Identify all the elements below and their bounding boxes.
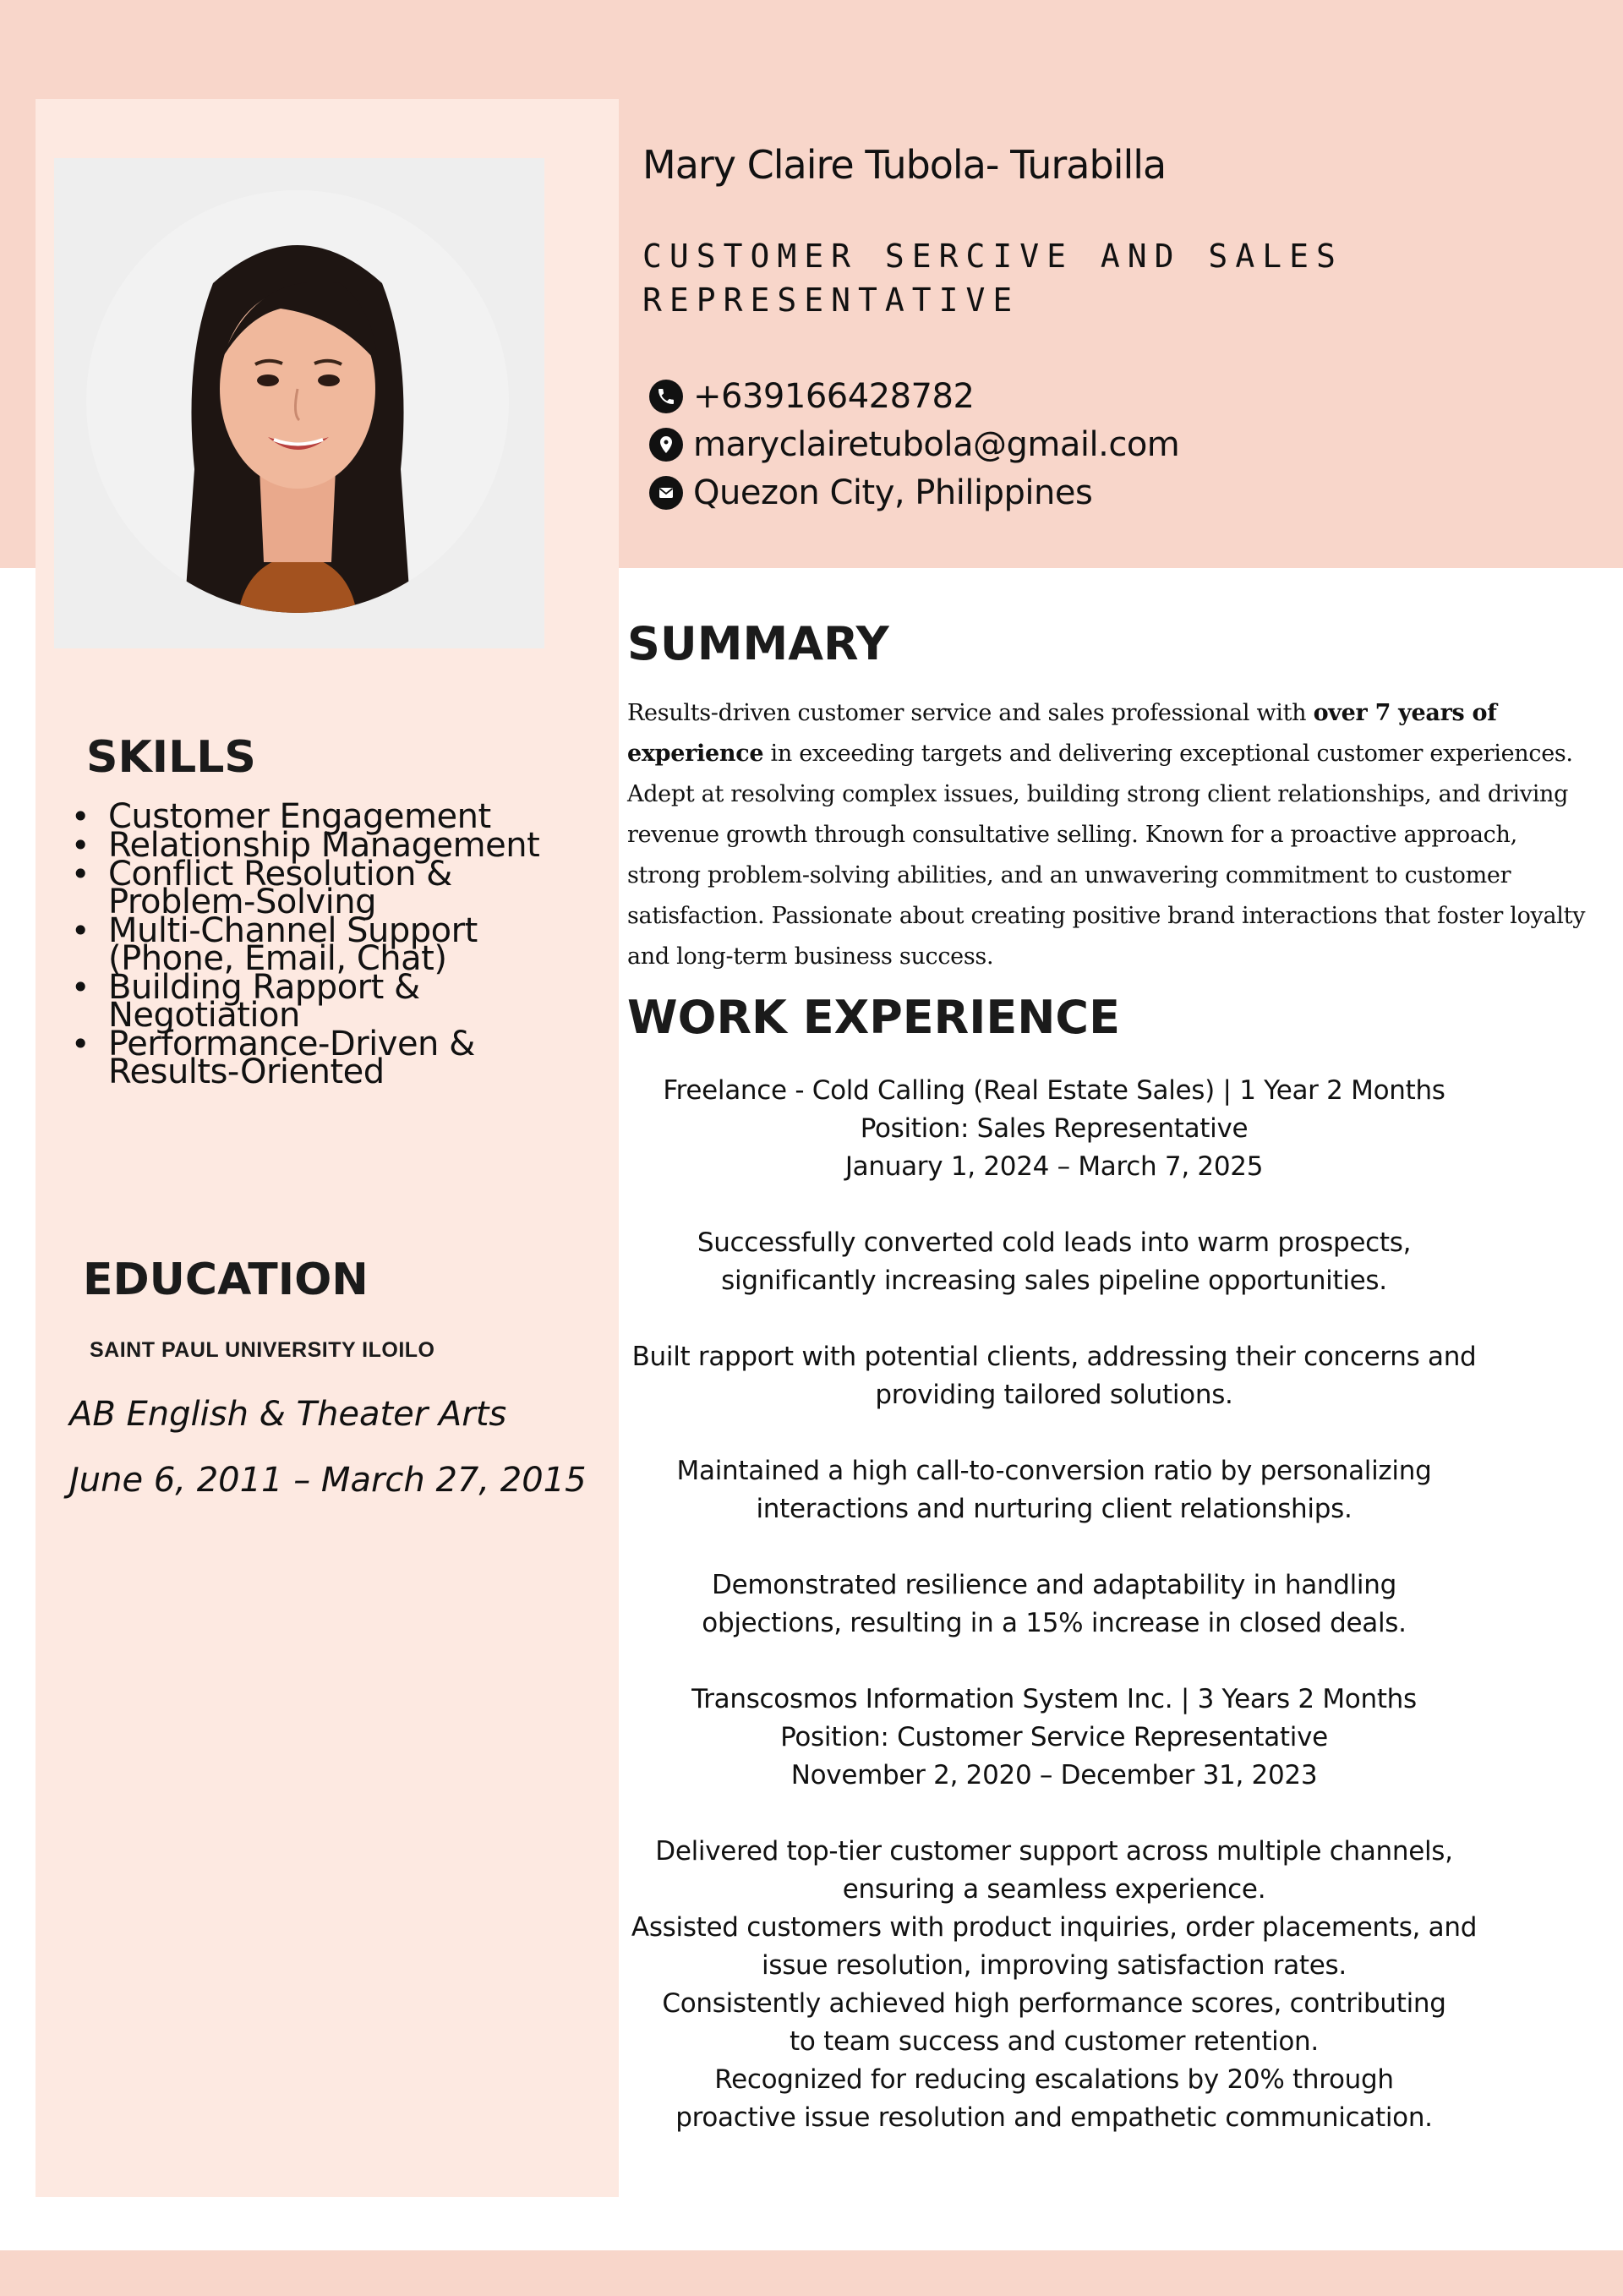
skill-item: • Multi-Channel Support (Phone, Email, Chat): [68, 917, 575, 973]
skills-heading: SKILLS: [86, 732, 256, 783]
location-pin-icon: [649, 428, 683, 462]
skills-list: [68, 797, 575, 1091]
job-bullet: Delivered top-tier customer support across multiple channels, ensuring a seamless experience.: [655, 1836, 1453, 1905]
job-bullet: Assisted customers with product inquiries, order placements, and issue resolution, improving satisfaction rates.: [631, 1912, 1478, 1981]
work-experience-list: [627, 1072, 1481, 2137]
job-bullet: Successfully converted cold leads into warm prospects, significantly increasing sales pipeline opportunities.: [697, 1227, 1412, 1296]
portrait-illustration: [86, 190, 509, 613]
job-bullet: Demonstrated resilience and adaptability in handling objections, resulting in a 15% increase in closed deals.: [702, 1570, 1407, 1638]
work-experience-heading: WORK EXPERIENCE: [627, 991, 1120, 1044]
summary-paragraph: Results-driven customer service and sales professional with over 7 years of experience in exceeding targets and delivering exceptional customer experiences. Adept at resolving complex issues, building strong client relationships, and driving revenue growth through consultative selling. Known for a proactive approach, strong problem-solving abilities, and an unwavering commitment to customer satisfaction. Passionate about creating positive brand interactions that foster loyalty and long-term business success.: [627, 700, 1586, 970]
job-dates: January 1, 2024 – March 7, 2025: [844, 1151, 1264, 1182]
skill-item: • Relationship Management: [68, 832, 575, 860]
job-dates: November 2, 2020 – December 31, 2023: [790, 1760, 1318, 1790]
job-header: Transcosmos Information System Inc. | 3 Years 2 Months: [691, 1684, 1417, 1714]
contact-email[interactable]: [649, 420, 1179, 468]
skill-item: • Building Rapport & Negotiation: [68, 974, 575, 1030]
candidate-name: Mary Claire Tubola- Turabilla: [642, 142, 1167, 188]
skill-item: • Customer Engagement: [68, 803, 575, 831]
mail-icon: [649, 476, 683, 510]
summary-highlight: over 7 years of experience: [627, 700, 1497, 767]
contact-email-text: maryclairetubola@gmail.com: [693, 424, 1180, 464]
education-school: SAINT PAUL UNIVERSITY ILOILO: [90, 1338, 435, 1362]
job-position: Position: Customer Service Representative: [780, 1722, 1328, 1752]
profile-photo-oval: [86, 190, 509, 613]
job-header: Freelance - Cold Calling (Real Estate Sales) | 1 Year 2 Months: [663, 1075, 1445, 1106]
job-bullet: Recognized for reducing escalations by 20% through proactive issue resolution and empathetic communication.: [675, 2064, 1433, 2133]
skill-item: • Performance-Driven & Results-Oriented: [68, 1030, 575, 1086]
candidate-role: CUSTOMER SERCIVE AND SALES REPRESENTATIVE: [642, 238, 1343, 319]
contact-list: [649, 372, 1179, 517]
job-bullet: Maintained a high call-to-conversion ratio by personalizing interactions and nurturing client relationships.: [676, 1456, 1432, 1524]
skill-item: • Conflict Resolution & Problem-Solving: [68, 861, 575, 916]
contact-phone[interactable]: [649, 372, 1179, 420]
phone-icon: [649, 380, 683, 413]
job-bullet: Consistently achieved high performance scores, contributing to team success and customer retention.: [662, 1988, 1446, 2057]
contact-phone-text: +639166428782: [693, 376, 975, 416]
footer-band: [0, 2250, 1623, 2296]
profile-photo: [54, 158, 544, 648]
education-degree: AB English & Theater Arts: [69, 1395, 507, 1434]
summary-heading: SUMMARY: [627, 617, 889, 670]
education-dates: June 6, 2011 – March 27, 2015: [69, 1461, 587, 1500]
contact-location: [649, 468, 1179, 517]
contact-location-text: Quezon City, Philippines: [693, 473, 1093, 512]
job-position: Position: Sales Representative: [860, 1113, 1249, 1144]
education-heading: EDUCATION: [83, 1255, 369, 1305]
job-bullet: Built rapport with potential clients, addressing their concerns and providing tailored solutions.: [631, 1342, 1477, 1410]
